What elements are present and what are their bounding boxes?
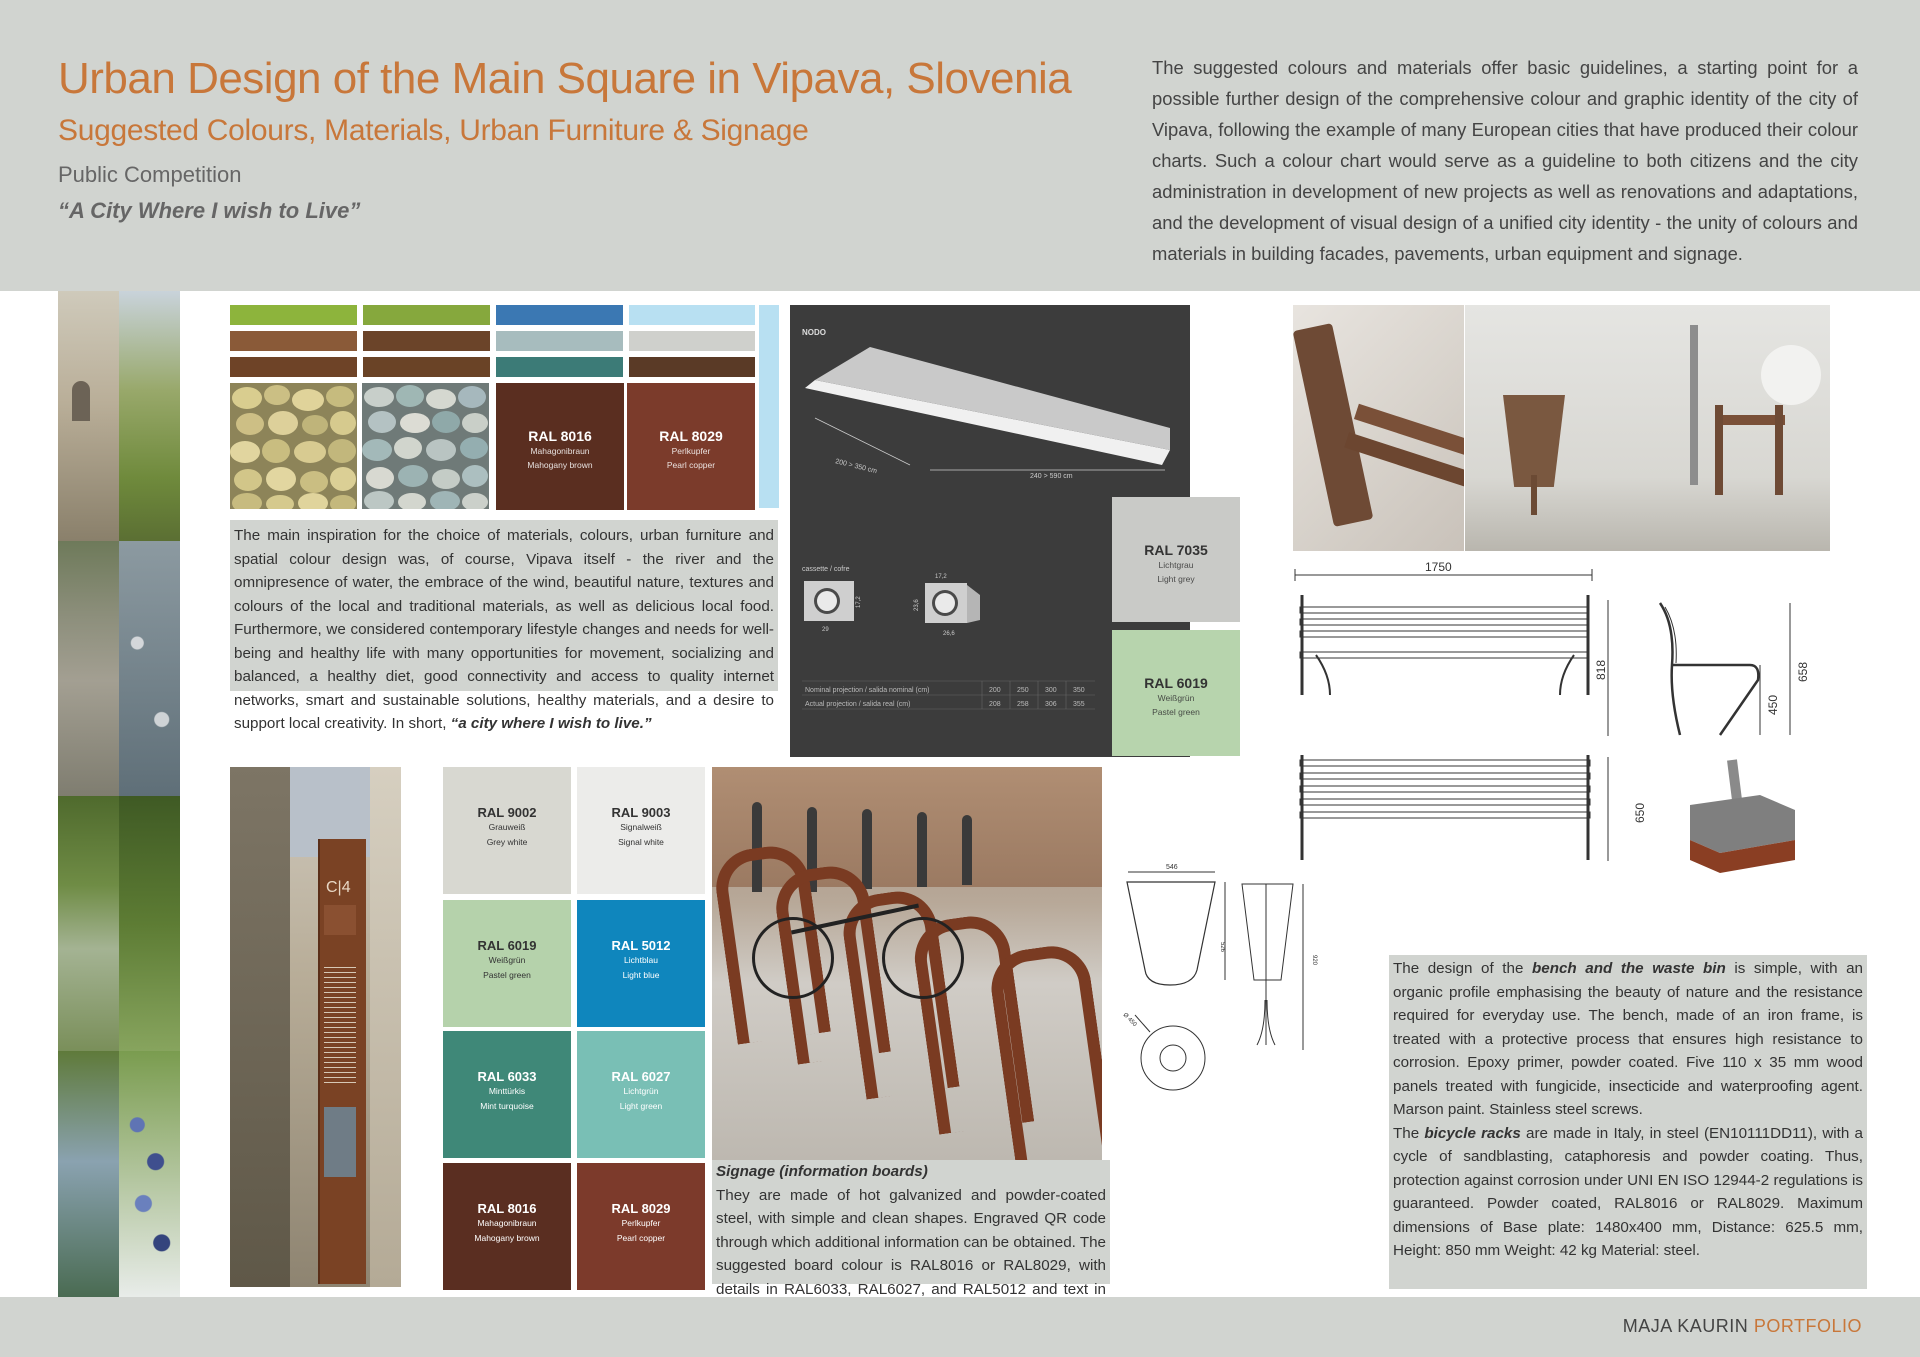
- color-bars: [230, 305, 755, 377]
- swatch-name-de: Lichtblau: [623, 955, 659, 965]
- photo-strip: [58, 291, 180, 1297]
- swatch-ral-9003: [577, 767, 705, 894]
- swatch-name-en: Signal white: [618, 837, 664, 847]
- swatch-code: RAL 5012: [611, 938, 671, 953]
- cassette-label: cassette / cofre: [802, 566, 850, 573]
- competition-label: Public Competition: [58, 162, 242, 187]
- cassette-dim-d: 23,6: [914, 599, 920, 611]
- street-photo: [58, 291, 180, 541]
- portfolio-label: PORTFOLIO: [1753, 1316, 1862, 1336]
- bench-text-a: The design of the: [1393, 960, 1532, 977]
- swatch-name-de: Weißgrün: [488, 955, 526, 965]
- swatch-ral-8029: [577, 1163, 705, 1290]
- bench-height-dim: 818: [1594, 659, 1608, 680]
- cassette-dim-a: 29: [822, 627, 829, 633]
- water-pebbles-photo: [58, 541, 180, 796]
- rack-text-a: The: [1393, 1124, 1425, 1142]
- swatch-ral-6019: [443, 900, 571, 1027]
- seat-height-dim: 450: [1766, 694, 1780, 715]
- swatch-ral-8016: [443, 1163, 571, 1290]
- swatch-name-de: Signalweiß: [620, 822, 662, 832]
- bicycle-rack-photo: [712, 767, 1102, 1160]
- swatch-code: RAL 9002: [477, 805, 537, 820]
- swatch-name-de: Mahagonibraun: [477, 1218, 537, 1228]
- waste-bin-technical-drawing: [1115, 860, 1355, 1110]
- signage-body: They are made of hot galvanized and powder-coated steel, with simple and clean shapes. Engraved QR code through which additional information can be obtained. The suggested board colour is RAL8016 or RAL8029, with details in RAL6033, RAL6027, and RAL5012 and text in: [716, 1186, 1106, 1298]
- grapes-photo: [58, 1051, 180, 1297]
- color-bar: [230, 305, 357, 325]
- top-depth-dim: 650: [1633, 802, 1647, 823]
- swatch-name-en: Pastel green: [1152, 707, 1200, 717]
- color-bar: [230, 357, 357, 377]
- signage-palette: [443, 767, 707, 1290]
- rack-paragraph: [1393, 1122, 1863, 1263]
- bench-technical-drawing: [1290, 555, 1860, 895]
- swatch-name-en: Pearl copper: [666, 460, 716, 470]
- swatch-name-de: Mahagonibraun: [530, 446, 590, 456]
- table-row-label: Nominal projection / salida nominal (cm): [805, 687, 930, 694]
- signboard-photo: [230, 767, 401, 1287]
- swatch-name-en: Pearl copper: [616, 1233, 666, 1243]
- grass-photo: [58, 796, 180, 1051]
- color-bar: [496, 305, 623, 325]
- signage-heading: Signage (information boards): [716, 1163, 928, 1180]
- swatch-code: RAL 9003: [611, 805, 671, 820]
- signboard-code: C|4: [326, 879, 351, 896]
- bench-closeup-photo: [1293, 305, 1464, 551]
- swatch-ral-7035: [1112, 497, 1240, 622]
- swatch-name-en: Pastel green: [483, 970, 531, 980]
- swatch-name-de: Grauweiß: [488, 822, 526, 832]
- table-cell: 250: [1017, 687, 1029, 694]
- color-bar: [363, 331, 490, 351]
- table-cell: 300: [1045, 687, 1057, 694]
- swatch-ral-8029: [627, 383, 755, 510]
- swatch-name-de: Perlkupfer: [621, 1218, 661, 1228]
- swatch-code: RAL 6019: [1144, 675, 1208, 691]
- swatch-code: RAL 8016: [477, 1201, 537, 1216]
- swatch-name-de: Perlkupfer: [671, 446, 711, 456]
- swatch-code: RAL 8029: [659, 428, 723, 444]
- bin-diameter-dim: Ø 450: [1121, 1012, 1138, 1028]
- table-cell: 306: [1045, 701, 1057, 708]
- swatch-name-en: Light blue: [622, 970, 660, 980]
- swatch-code: RAL 7035: [1144, 542, 1208, 558]
- table-cell: 208: [989, 701, 1001, 708]
- inspiration-body: The main inspiration for the choice of materials, colours, urban furniture and spatial colour design was, of course, Vipava itself - the river and the omnipresence of water, the embrace of the wind, beautiful nature, textures and colours of the local and traditional materials, as well as delicious local food. Furthermore, we considered contemporary lifestyle changes and needs for well-being and healthy life with many opportunities for movement, socializing and balanced, a healthy diet, good connectivity and access to quality internet networks, smart and sustainable solutions, healthy materials, and a desire to support local creativity. In short,: [234, 527, 774, 732]
- color-bar: [496, 331, 623, 351]
- swatch-ral-6019: [1112, 630, 1240, 756]
- cassette-dim-b: 17,2: [856, 596, 862, 608]
- color-bar: [496, 357, 623, 377]
- intro-paragraph: The suggested colours and materials offer basic guidelines, a starting point for a possible further design of the comprehensive colour and graphic identity of the city of Vipava, following the example of many European cities that have produced their colour charts. Such a colour chart would serve as a guideline to both citizens and the city administration in development of new projects as well as renovations and adaptations, and the development of visual design of a unified city identity - the unity of colours and materials in building facades, pavements, urban equipment and signage.: [1152, 57, 1858, 264]
- swatch-ral-6033: [443, 1031, 571, 1158]
- awning-projection-dim: 200 > 350 cm: [834, 458, 878, 476]
- waste-bin-chair-photo: [1465, 305, 1830, 551]
- swatch-ral-6027: [577, 1031, 705, 1158]
- bin-height-dim: 526: [1219, 942, 1225, 953]
- table-cell: 350: [1073, 687, 1085, 694]
- bench-emphasis: bench and the waste bin: [1531, 960, 1726, 977]
- page-subtitle: Suggested Colours, Materials, Urban Furniture & Signage: [58, 114, 809, 147]
- cassette-dim-c: 17,2: [935, 574, 947, 580]
- color-bar: [629, 357, 755, 377]
- motto: “A City Where I wish to Live”: [58, 198, 361, 223]
- awning-width-dim: 240 > 590 cm: [1030, 473, 1073, 480]
- table-cell: 258: [1017, 701, 1029, 708]
- swatch-name-en: Grey white: [486, 837, 528, 847]
- bin-width-dim: 546: [1166, 864, 1178, 871]
- rack-emphasis: bicycle racks: [1424, 1124, 1521, 1142]
- table-row-label: Actual projection / salida real (cm): [805, 701, 911, 708]
- accent-stripe: [759, 305, 779, 508]
- author-name: MAJA KAURIN: [1622, 1316, 1749, 1336]
- swatch-ral-9002: [443, 767, 571, 894]
- grey-pebble-texture: [362, 383, 489, 509]
- footer-credit: [1623, 1316, 1862, 1337]
- swatch-name-de: Minttürkis: [488, 1086, 526, 1096]
- swatch-code: RAL 8029: [611, 1201, 671, 1216]
- swatch-ral-5012: [577, 900, 705, 1027]
- swatch-name-en: Mahogany brown: [474, 1233, 540, 1243]
- rack-text-b: are made in Italy, in steel (EN10111DD11), with a cycle of sandblasting, cataphoresis and powder coating. Thus, protection against corrosion under UNI EN ISO 12944-2 regulations is guaranteed. Powder coated, RAL8016 or RAL8029. Maximum dimensions of Base plate: 1480x400 mm, Distance: 625.5 mm, Height: 850 mm Weight: 42 kg Material: steel.: [1393, 1124, 1864, 1259]
- bench-length-dim: 1750: [1425, 560, 1452, 574]
- bench-paragraph: [1393, 957, 1863, 1122]
- page-title: Urban Design of the Main Square in Vipava, Slovenia: [58, 54, 1072, 103]
- signage-text: [712, 1160, 1110, 1298]
- inspiration-text: [230, 520, 778, 732]
- bench-and-rack-text: [1389, 955, 1867, 1289]
- yellow-stone-texture: [230, 383, 357, 509]
- swatch-name-en: Light grey: [1157, 574, 1195, 584]
- color-bar: [363, 357, 490, 377]
- color-bar: [230, 331, 357, 351]
- color-bar: [363, 305, 490, 325]
- swatch-code: RAL 6027: [611, 1069, 671, 1084]
- swatch-name-en: Light green: [619, 1101, 663, 1111]
- inspiration-emphasis: “a city where I wish to live.”: [450, 715, 652, 732]
- swatch-name-de: Weißgrün: [1157, 693, 1195, 703]
- table-cell: 355: [1073, 701, 1085, 708]
- swatch-code: RAL 6019: [477, 938, 537, 953]
- swatch-ral-8016: [496, 383, 624, 510]
- bin-total-dim: 920: [1311, 955, 1317, 966]
- cassette-dim-e: 26,6: [943, 631, 955, 637]
- swatch-name-en: Mint turquoise: [480, 1101, 534, 1111]
- swatch-name-en: Mahogany brown: [527, 460, 593, 470]
- bench-text-b: is simple, with an organic profile emphasising the beauty of nature and the resistance required for everyday use. The bench, made of an iron frame, is treated with a protective process that ensures high resistance to corrosion. Epoxy primer, powder coated. Five 110 x 35 mm wood panels treated with fungicide, insecticide and waterproofing agent. Marson paint. Stainless steel screws.: [1393, 960, 1863, 1118]
- swatch-name-de: Lichtgrau: [1158, 560, 1194, 570]
- awning-label: NODO: [802, 328, 826, 337]
- color-bar: [629, 305, 755, 325]
- table-cell: 200: [989, 687, 1001, 694]
- swatch-name-de: Lichtgrün: [623, 1086, 659, 1096]
- color-bar: [629, 331, 755, 351]
- swatch-code: RAL 6033: [477, 1069, 537, 1084]
- swatch-code: RAL 8016: [528, 428, 592, 444]
- side-height-dim: 658: [1796, 661, 1810, 682]
